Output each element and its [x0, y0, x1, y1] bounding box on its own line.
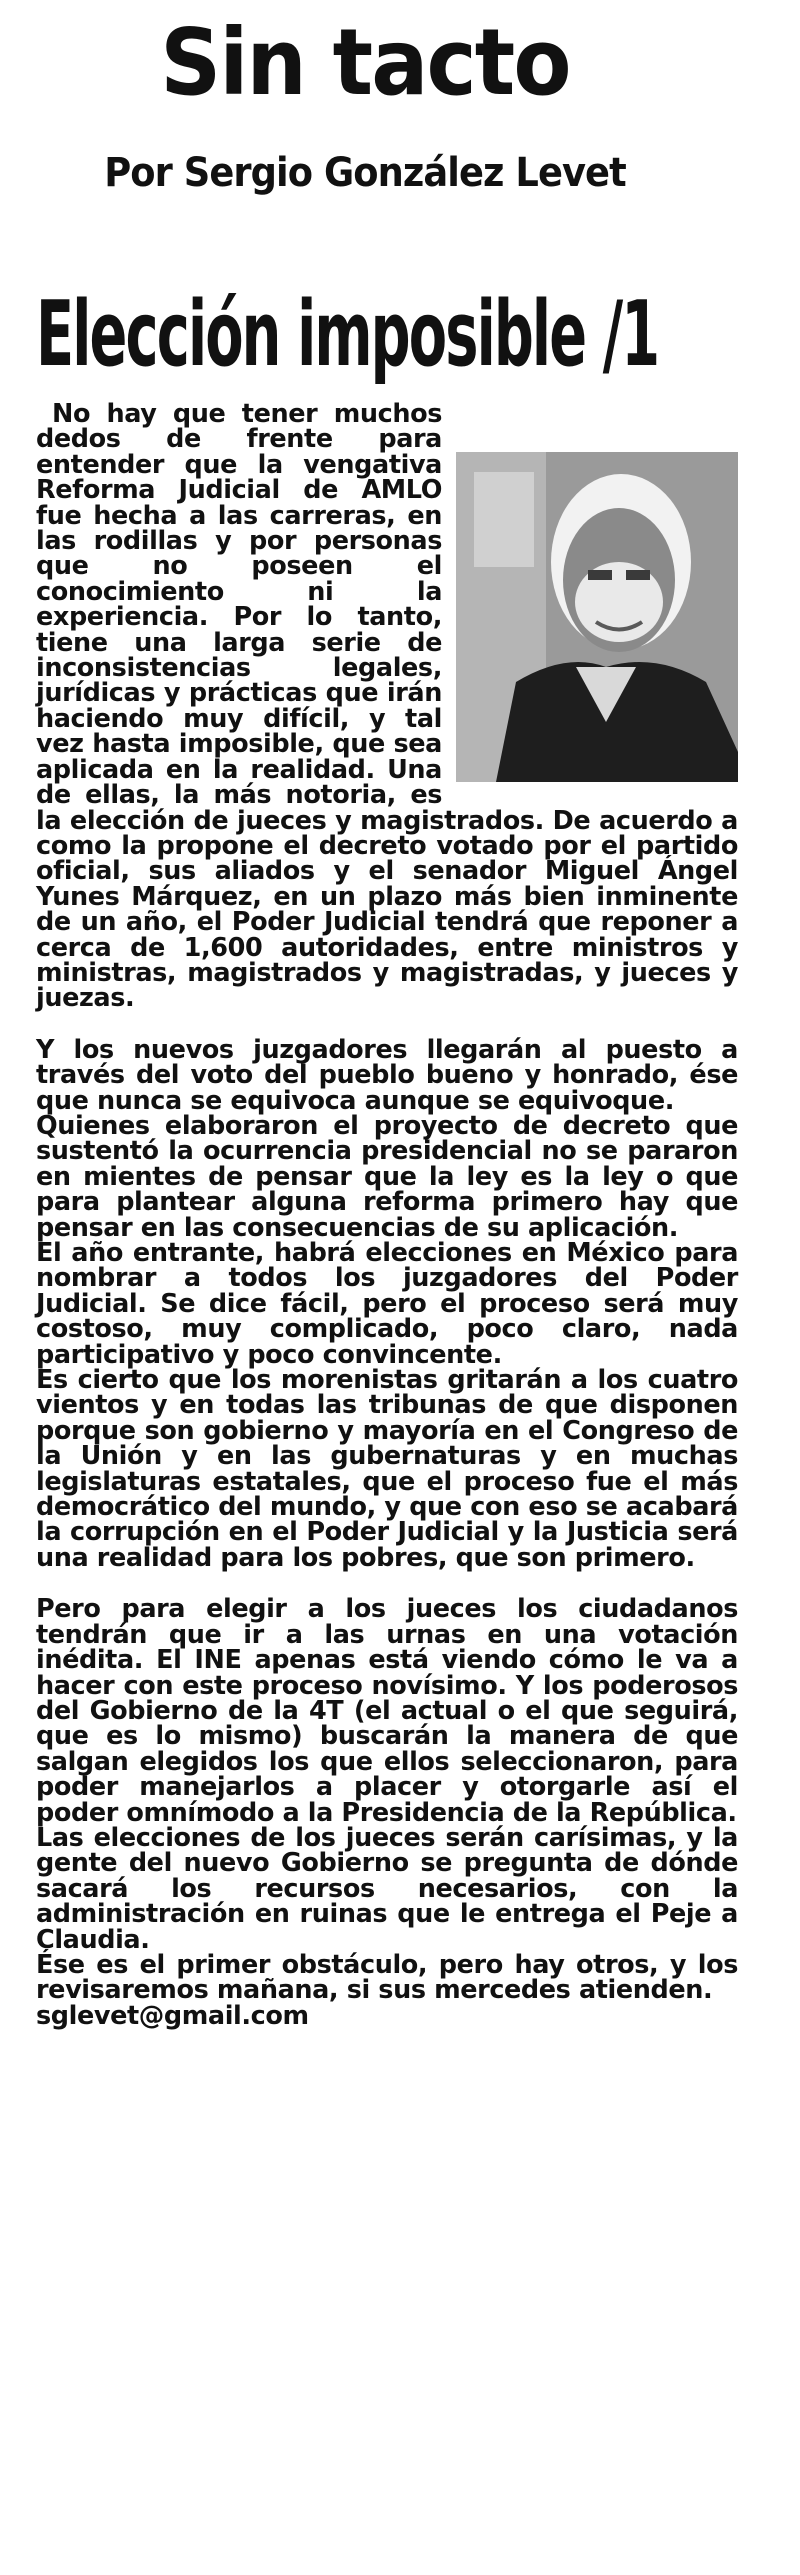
- columnist-portrait-icon: [456, 452, 738, 782]
- column-name: Sin tacto: [160, 9, 570, 116]
- paragraph: El año entrante, habrá elecciones en México para nombrar a todos los juzgadores del Poder Judicial. Se dice fácil, pero el proceso será muy costoso, muy complicado, poco claro, nada participativo y poco convincente.: [36, 1238, 738, 1370]
- byline: Por Sergio González Levet: [104, 150, 626, 196]
- columnist-photo: [456, 452, 738, 782]
- article-title: Elección imposible /1: [36, 282, 659, 387]
- paragraph: Ése es el primer obstáculo, pero hay otros, y los revisaremos mañana, si sus mercedes atienden.: [36, 1949, 738, 2006]
- author-email[interactable]: sglevet@gmail.com: [36, 2000, 309, 2031]
- paragraph: Las elecciones de los jueces serán carísimas, y la gente del nuevo Gobierno se pregunta de dónde sacará los recursos necesarios, con la administración en ruinas que le entrega el Peje a Claudia.: [36, 1822, 738, 1955]
- paragraph: Y los nuevos juzgadores llegarán al puesto a través del voto del pueblo bueno y honrado, ése que nunca se equivoca aunque se equivoque.: [36, 1034, 738, 1116]
- paragraph: Pero para elegir a los jueces los ciudadanos tendrán que ir a las urnas en una votación inédita. El INE apenas está viendo cómo le va a hacer con este proceso novísimo. Y los poderosos del Gobierno de la 4T (el actual o el que seguirá, que es lo mismo) buscarán la manera de que salgan elegidos los que ellos seleccionaron, para poder manejarlos a placer y otorgarle así el poder omnímodo a la Presidencia de la República.: [36, 1594, 738, 1828]
- paragraph: Quienes elaboraron el proyecto de decreto que sustentó la ocurrencia presidencial no se pararon en mientes de pensar que la ley es la ley o que para plantear alguna reforma primero hay que pensar en las consecuencias de su aplicación.: [36, 1110, 738, 1243]
- article-body: [36, 399, 738, 2031]
- paragraph: Es cierto que los morenistas gritarán a los cuatro vientos y en todas las tribunas de que disponen porque son gobierno y mayoría en el Congreso de la Unión y en las gubernaturas y en muchas legislaturas estatales, que el proceso fue el más democrático del mundo, y que con eso se acabará la corrupción en el Poder Judicial y la Justicia será una realidad para los pobres, que son primero.: [36, 1365, 738, 1573]
- paragraph: No hay que tener muchos dedos de frente para entender que la vengativa Reforma Judicial de AMLO fue hecha a las carreras, en las rodillas y por personas que no poseen el conocimiento ni la experiencia. Por lo tanto, tiene una larga serie de inconsistencias legales, jurídicas y prácticas que irán haciendo muy difícil, y tal vez hasta imposible, que sea aplicada en la realidad. Una de ellas, la más notoria, es la elección de jueces y magistrados. De acuerdo a como la propone el decreto votado por el partido oficial, sus aliados y el senador Miguel Ángel Yunes Márquez, en un plazo más bien inminente de un año, el Poder Judicial tendrá que reponer a cerca de 1,600 autoridades, entre ministros y ministras, magistrados y magistradas, y jueces y juezas.: [36, 399, 738, 1014]
